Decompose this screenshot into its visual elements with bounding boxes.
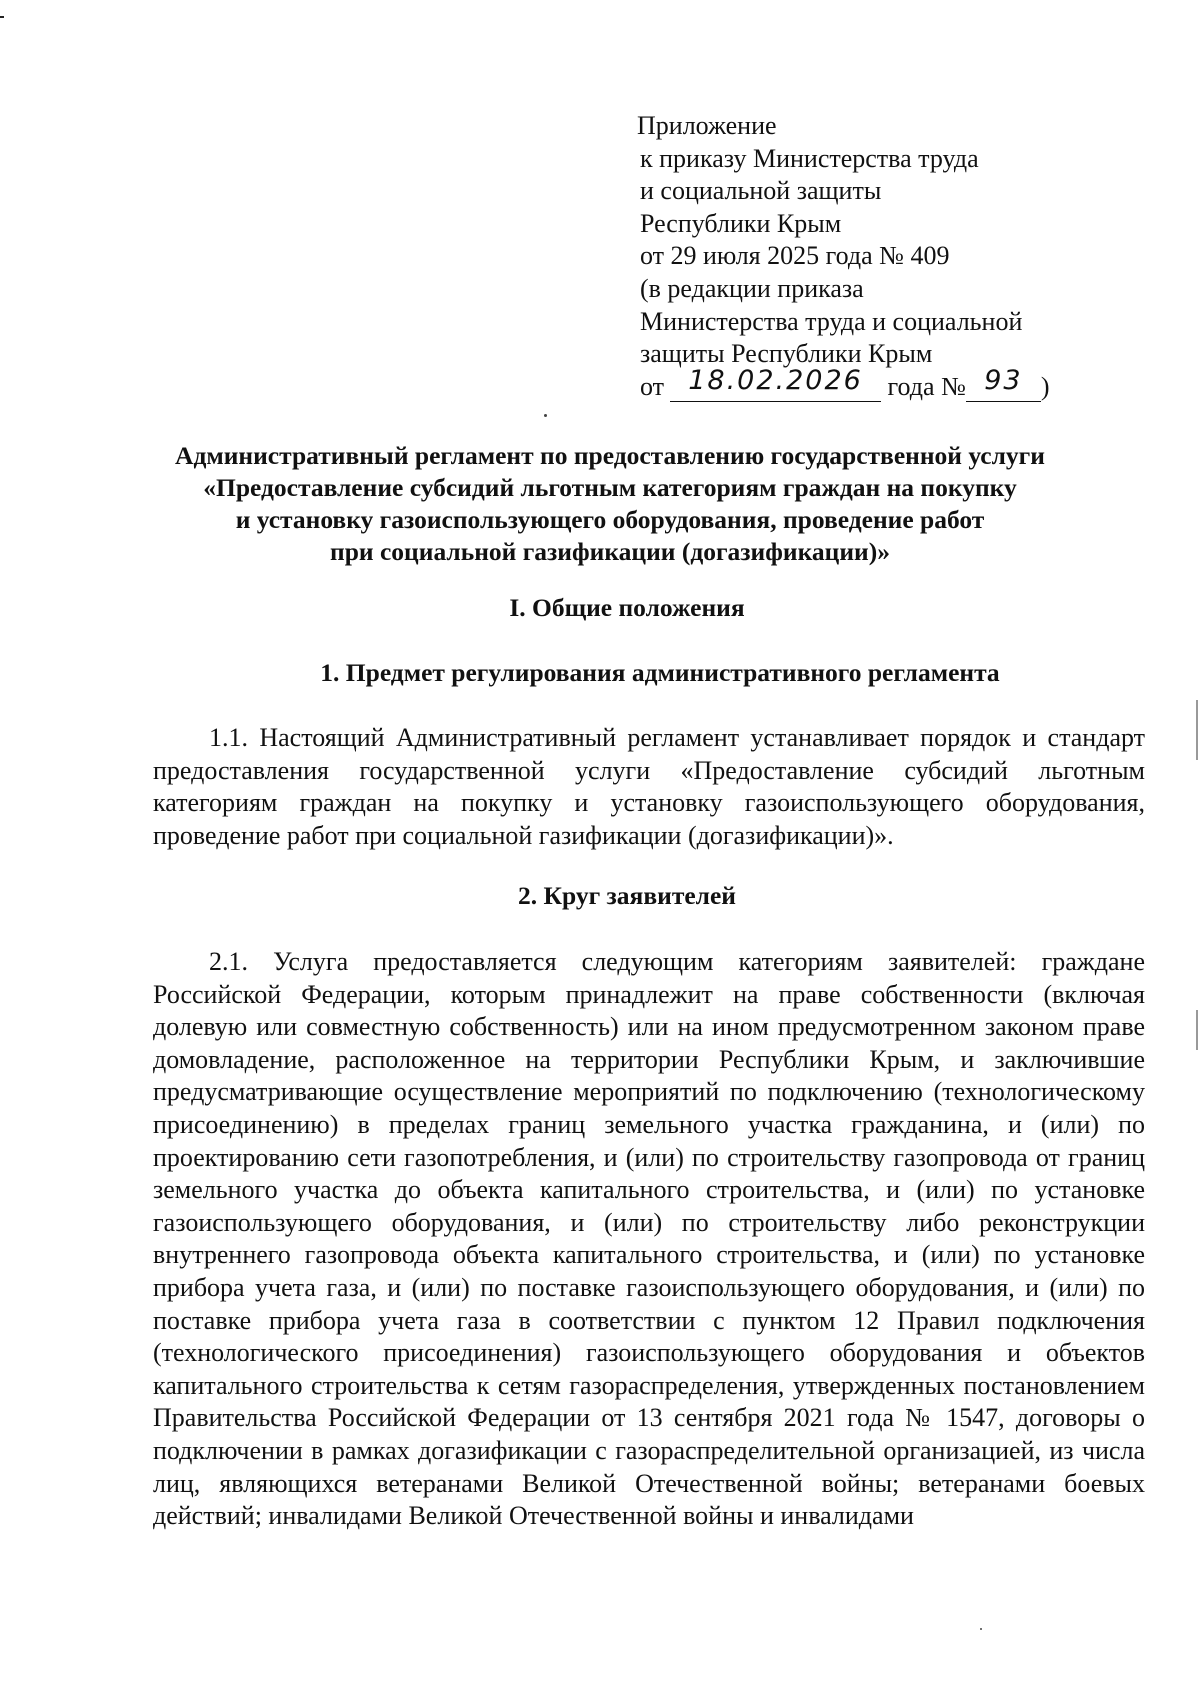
closing-paren: ) [1040, 371, 1050, 401]
appendix-line: Министерства труда и социальной [640, 306, 1023, 336]
appendix-line: к приказу Министерства труда [640, 143, 979, 173]
date-prefix: от [640, 371, 665, 401]
document-title [130, 440, 1090, 568]
paragraph-2-1: 2.1. Услуга предоставляется следующим категориям заявителей: граждане Российской Федерации, которым принадлежит на праве собственности (включая долевую или совместную собственность) или на ином предусмотренном законом праве домовладение, расположенное на территории Республики Крым, и заключившие предусматривающие осуществление мероприятий по подключению (технологическому присоединению) в пределах границ земельного участка гражданина, и (или) по проектированию сети газопотребления, и (или) по строительству газопровода от границ земельного участка до объекта капитального строительства, и (или) по установке газоиспользующего оборудования, и (или) по строительству либо реконструкции внутреннего газопровода объекта капитального строительства, и (или) по установке прибора учета газа, и (или) по поставке газоиспользующего оборудования, и (или) по поставке прибора учета газа в соответствии с пунктом 12 Правил подключения (технологического присоединения) газоиспользующего оборудования и объектов капитального строительства к сетям газораспределения, утвержденных постановлением Правительства Российской Федерации от 13 сентября 2021 года № 1547, договоры о подключении в рамках догазификации с газораспределительной организацией, из числа лиц, являющихся ветеранами Великой Отечественной войны; ветеранами боевых действий; инвалидами Великой Отечественной войны и инвалидами [153, 947, 1145, 1531]
appendix-line: (в редакции приказа [640, 273, 864, 303]
scan-edge-mark [1196, 1010, 1198, 1050]
title-line: и установку газоиспользующего оборудования, проведение работ [235, 505, 985, 534]
title-line: при социальной газификации (догазификации)» [330, 537, 890, 566]
appendix-line: от 29 июля 2025 года № 409 [640, 241, 950, 271]
subsection-heading: 1. Предмет регулирования административного регламента [320, 658, 1000, 687]
title-line: Административный регламент по предоставлению государственной услуги [175, 441, 1045, 470]
appendix-line: защиты Республики Крым [640, 339, 933, 369]
scan-edge-mark [1196, 700, 1198, 760]
appendix-line: и социальной защиты [640, 176, 882, 206]
scan-speck [544, 414, 547, 417]
appendix-line: Приложение [637, 111, 777, 140]
scan-speck [980, 1628, 982, 1630]
number-field [966, 364, 1041, 402]
paragraph-1-1: 1.1. Настоящий Административный регламент устанавливает порядок и стандарт предоставления государственной услуги «Предоставление субсидий льготным категориям граждан на покупку и установку газоиспользующего оборудования, проведение работ при социальной газификации (догазификации)». [153, 723, 1145, 850]
subsection-heading: 2. Круг заявителей [518, 881, 736, 910]
section-heading: I. Общие положения [509, 593, 745, 622]
handwritten-date: 18.02.2026 [688, 364, 863, 396]
scan-corner-mark [0, 16, 4, 18]
number-prefix: года № [887, 371, 966, 401]
amendment-date-line [640, 364, 1050, 404]
appendix-block [637, 110, 1050, 403]
handwritten-number: 93 [984, 364, 1023, 396]
date-field [670, 364, 881, 402]
appendix-line: Республики Крым [640, 208, 842, 238]
title-line: «Предоставление субсидий льготным категориям граждан на покупку [203, 473, 1017, 502]
